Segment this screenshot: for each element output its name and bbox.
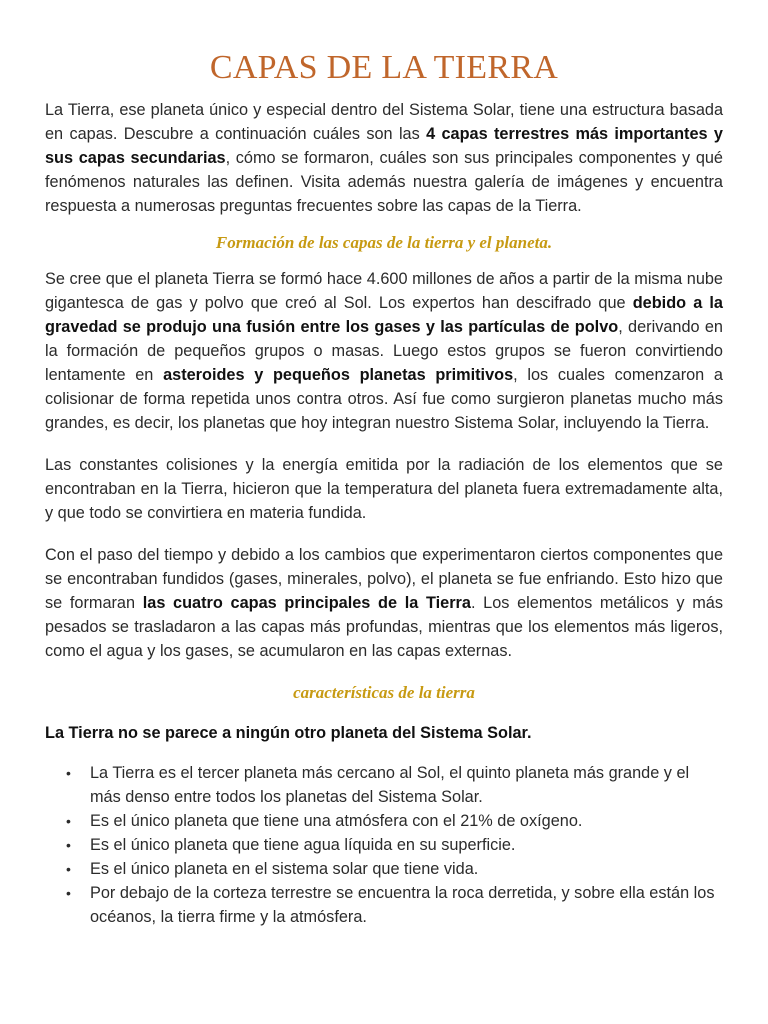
bullet-icon: • [66,813,71,829]
formacion-p3-bold-1: las cuatro capas principales de la Tierra [142,594,471,612]
list-item-text: Es el único planeta que tiene una atmósfera con el 21% de oxígeno. [90,812,583,830]
formacion-p1-text-3: , los cuales comenzaron a colisionar de forma repetida unos contra otros. Así fue como surgieron planetas mucho más grandes, es decir, los planetas que hoy integran nuestro Sistema Solar, incluyendo la Tierra. [45,366,723,432]
section-heading-formacion: Formación de las capas de la tierra y el planeta. [215,233,553,252]
intro-bold-1: 4 capas terrestres más importantes y sus capas secundarias [45,125,723,167]
list-item [66,761,723,809]
formacion-p3-text-1: Con el paso del tiempo y debido a los cambios que experimentaron ciertos componentes que se encontraban fundidos (gases, minerales, polvo), el planeta se fue enfriando. Esto hizo que se formaran [45,546,723,612]
list-item-text: Es el único planeta en el sistema solar que tiene vida. [90,860,479,878]
bullet-icon: • [66,861,71,877]
list-item [66,857,723,881]
formacion-p1-bold-1: debido a la gravedad se produjo una fusión entre los gases y las partículas de polvo [45,294,723,336]
intro-text-1: La Tierra, ese planeta único y especial dentro del Sistema Solar, tiene una estructura basada en capas. Descubre a continuación cuáles son las [45,101,723,143]
bullet-icon: • [66,765,71,781]
formacion-p1-bold-2: asteroides y pequeños planetas primitivos [163,366,514,384]
document-page [45,46,723,929]
formacion-paragraph-3 [45,543,723,663]
intro-paragraph [45,98,723,218]
formacion-p3-text-2: . Los elementos metálicos y más pesados se trasladaron a las capas más profundas, mientras que los elementos más ligeros, como el agua y los gases, se acumularon en las capas externas. [45,594,723,660]
bullet-icon: • [66,837,71,853]
formacion-paragraph-2: Las constantes colisiones y la energía emitida por la radiación de los elementos que se encontraban en la Tierra, hicieron que la temperatura del planeta fuera extremadamente alta, y que todo se convirtiera en materia fundida. [45,456,723,522]
section-heading-caracteristicas: características de la tierra [293,683,475,702]
list-item-text: Por debajo de la corteza terrestre se encuentra la roca derretida, y sobre ella están los océanos, la tierra firme y la atmósfera. [90,884,715,926]
formacion-p1-text-2: , derivando en la formación de pequeños grupos o masas. Luego estos grupos se fueron convirtiendo lentamente en [45,318,723,384]
caracteristicas-list [45,761,723,929]
page-title: CAPAS DE LA TIERRA [209,49,559,86]
list-item [66,881,723,929]
bullet-icon: • [66,885,71,901]
caracteristicas-lead: La Tierra no se parece a ningún otro planeta del Sistema Solar. [45,724,532,742]
list-item [66,833,723,857]
list-item-text: Es el único planeta que tiene agua líquida en su superficie. [90,836,516,854]
formacion-p1-text-1: Se cree que el planeta Tierra se formó hace 4.600 millones de años a partir de la misma nube gigantesca de gas y polvo que creó al Sol. Los expertos han descifrado que [45,270,723,312]
formacion-paragraph-1 [45,267,723,435]
intro-text-2: , cómo se formaron, cuáles son sus principales componentes y qué fenómenos naturales las definen. Visita además nuestra galería de imágenes y encuentra respuesta a numerosas preguntas frecuentes sobre las capas de la Tierra. [45,149,723,215]
list-item-text: La Tierra es el tercer planeta más cercano al Sol, el quinto planeta más grande y el más denso entre todos los planetas del Sistema Solar. [90,764,690,806]
list-item [66,809,723,833]
